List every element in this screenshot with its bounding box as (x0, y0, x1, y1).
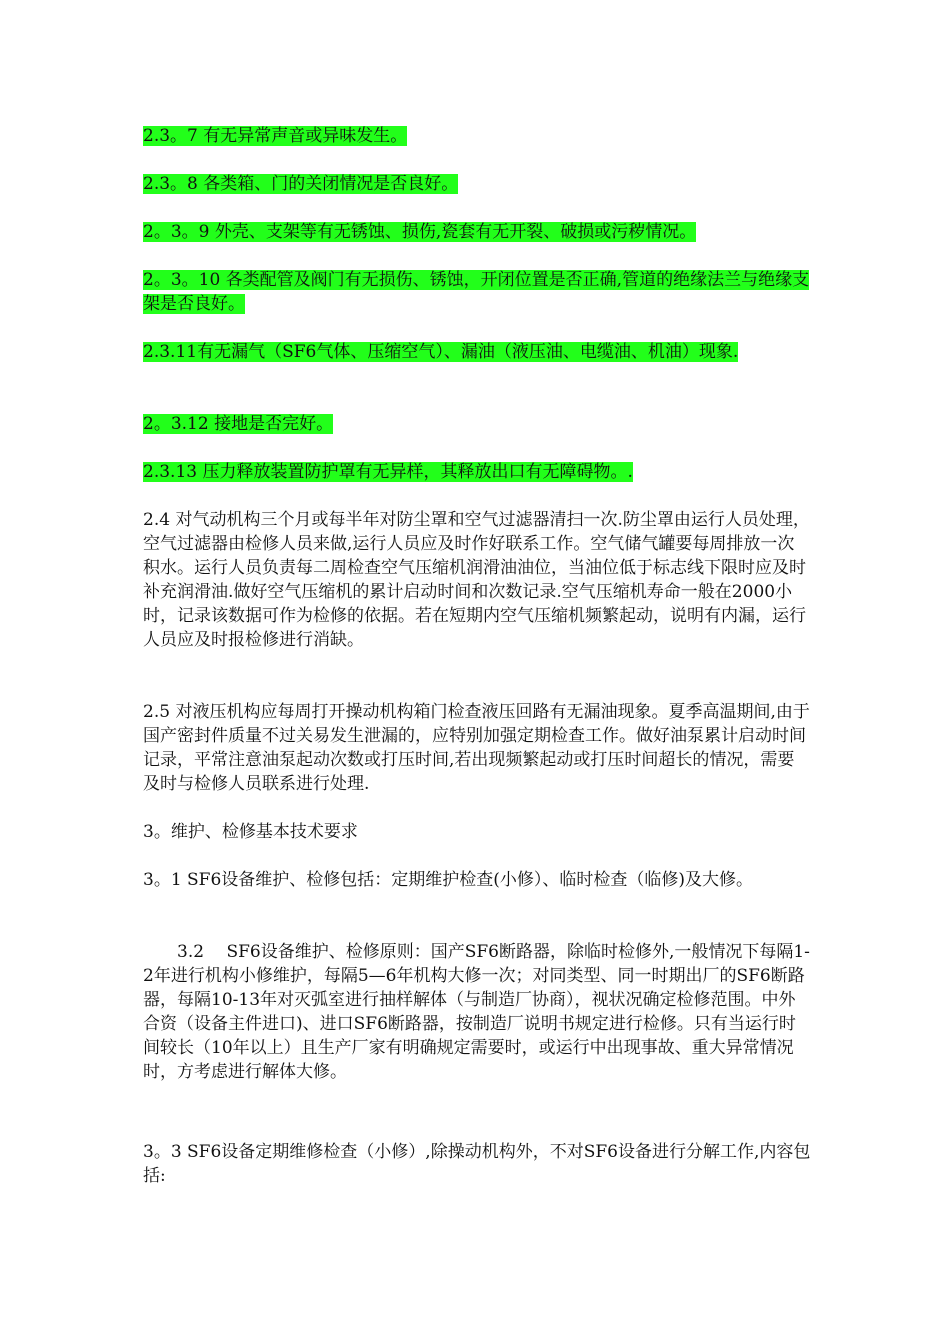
highlighted-text: 2。3。10 各类配管及阀门有无损伤、锈蚀，开闭位置是否正确,管道的绝缘法兰与绝缘支架是否良好。 (143, 270, 810, 314)
highlighted-item-2-3-7 (143, 124, 811, 148)
highlighted-text: 2.3.13 压力释放装置防护罩有无异样，其释放出口有无障碍物。. (143, 462, 633, 482)
paragraph-2-5: 2.5 对液压机构应每周打开操动机构箱门检查液压回路有无漏油现象。夏季高温期间,由于国产密封件质量不过关易发生泄漏的，应特别加强定期检查工作。做好油泵累计启动时间记录，平常注意油泵起动次数或打压时间,若出现频繁起动或打压时间超长的情况，需要及时与检修人员联系进行处理. (143, 702, 810, 794)
highlighted-item-2-3-9 (143, 220, 811, 244)
highlighted-item-2-3-13 (143, 460, 811, 484)
paragraph-3-2: 3.2 SF6设备维护、检修原则：国产SF6断路器，除临时检修外,一般情况下每隔1-2年进行机构小修维护，每隔5—6年机构大修一次；对同类型、同一时期出厂的SF6断路器，每隔10-13年对灭弧室进行抽样解体（与制造厂协商），视状况确定检修范围。中外合资（设备主件进口)、进口SF6断路器，按制造厂说明书规定进行检修。只有当运行时间较长（10年以上）且生产厂家有明确规定需要时，或运行中出现事故、重大异常情况时，方考虑进行解体大修。 (143, 942, 810, 1082)
paragraph-3-3: 3。3 SF6设备定期维修检查（小修）,除操动机构外，不对SF6设备进行分解工作,内容包括: (143, 1142, 811, 1186)
highlighted-item-2-3-12 (143, 412, 811, 436)
highlighted-text: 2.3。8 各类箱、门的关闭情况是否良好。 (143, 174, 459, 194)
highlighted-text: 2。3。9 外壳、支架等有无锈蚀、损伤,瓷套有无开裂、破损或污秽情况。 (143, 222, 697, 242)
highlighted-item-2-3-10 (143, 268, 811, 316)
highlighted-text: 2.3。7 有无异常声音或异味发生。 (143, 126, 408, 146)
highlighted-item-2-3-11 (143, 340, 811, 364)
paragraph-3-1: 3。1 SF6设备维护、检修包括：定期维护检查(小修）、临时检查（临修)及大修。 (143, 870, 754, 890)
highlighted-text: 2。3.12 接地是否完好。 (143, 414, 334, 434)
paragraph-2-4: 2.4 对气动机构三个月或每半年对防尘罩和空气过滤器清扫一次.防尘罩由运行人员处理，空气过滤器由检修人员来做,运行人员应及时作好联系工作。空气储气罐要每周排放一次积水。运行人员负责每二周检查空气压缩机润滑油油位，当油位低于标志线下限时应及时补充润滑油.做好空气压缩机的累计启动时间和次数记录.空气压缩机寿命一般在2000小时，记录该数据可作为检修的依据。若在短期内空气压缩机频繁起动，说明有内漏，运行人员应及时报检修进行消缺。 (143, 510, 810, 650)
highlighted-item-2-3-8 (143, 172, 811, 196)
section-heading-3: 3。维护、检修基本技术要求 (143, 822, 358, 842)
highlighted-text: 2.3.11有无漏气（SF6气体、压缩空气）、漏油（液压油、电缆油、机油）现象. (143, 342, 739, 362)
